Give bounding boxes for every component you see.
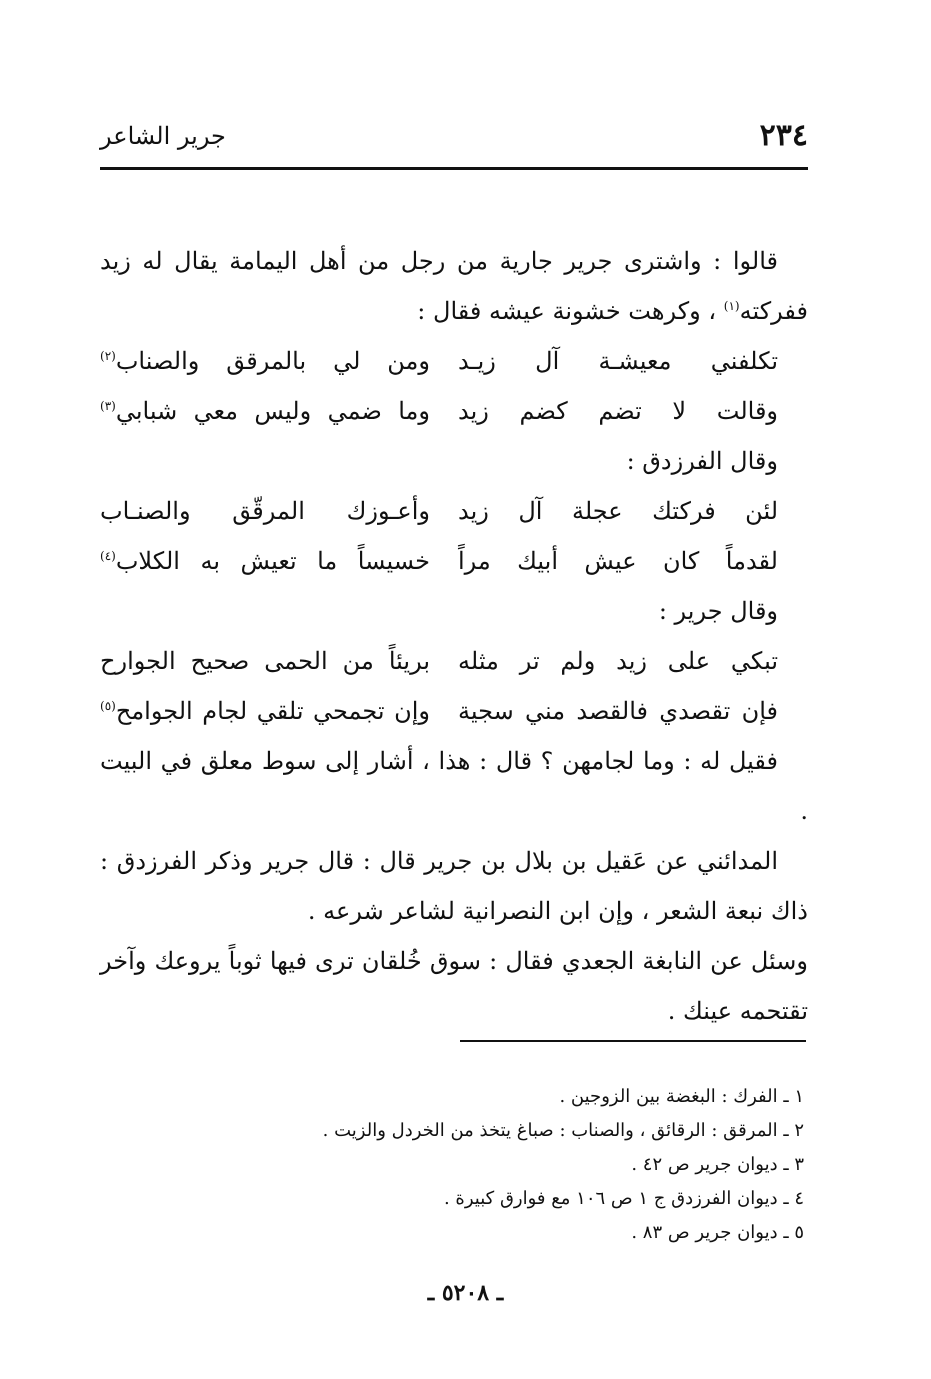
verse (100, 336, 808, 386)
page-number: ٢٣٤ (759, 118, 808, 153)
second-hemistich (100, 386, 430, 436)
second-hemistich-text: بريئاً من الحمى صحيح الجوارح (100, 647, 430, 675)
verse (100, 386, 808, 436)
paragraph-2: فقيل له : وما لجامهن ؟ قال : هذا ، أشار إلى سوط معلق في البيت . (100, 747, 808, 825)
footnote-ref: (٤) (100, 549, 116, 563)
poem-1 (100, 336, 808, 436)
second-hemistich (100, 636, 430, 686)
poem-2 (100, 486, 808, 586)
second-hemistich (100, 536, 430, 586)
verse (100, 536, 808, 586)
footnote-4: ٤ ـ ديوان الفرزدق ج ١ ص ١٠٦ مع فوارق كبيرة . (443, 1188, 804, 1209)
second-hemistich (100, 486, 430, 536)
second-hemistich (100, 686, 430, 736)
first-hemistich: وقالت لا تضم كضم زيد (458, 397, 778, 425)
first-hemistich: تبكي على زيد ولم تر مثله (458, 647, 778, 675)
first-hemistich: فإن تقصدي فالقصد مني سجية (458, 697, 778, 725)
footnote-5: ٥ ـ ديوان جرير ص ٨٣ . (631, 1222, 804, 1243)
first-hemistich: لئن فركتك عجلة آل زيد (458, 497, 778, 525)
verse (100, 686, 808, 736)
footnotes (100, 1080, 808, 1250)
second-hemistich-text: وأعـوزك المرقّق والصنـاب (100, 497, 430, 525)
verse (100, 636, 808, 686)
footnote-2: ٢ ـ المرقق : الرقائق ، والصناب : صباغ يتخذ من الخردل والزيت . (322, 1120, 804, 1141)
paragraph-1-text-end: ، وكرهت خشونة عيشه فقال : (417, 297, 724, 325)
folio-number: ـ ٥٢٠٨ ـ (427, 1280, 504, 1306)
second-hemistich (100, 336, 430, 386)
second-hemistich-text: وما ضمي وليس معي شبابي (115, 397, 430, 425)
paragraph-1-text: قالوا : واشترى جرير جارية من رجل من أهل اليمامة يقال له زيد ففركته (100, 247, 808, 325)
paragraph-3: المدائني عن عَقيل بن بلال بن جرير قال : قال جرير وذكر الفرزدق : ذاك نبعة الشعر ، وإن ابن النصرانية لشاعر شرعه . (100, 847, 808, 925)
running-title: جرير الشاعر (100, 122, 226, 150)
paragraph-1 (100, 236, 808, 336)
footnote-rule (460, 1040, 806, 1042)
footnote-ref: (٥) (100, 699, 116, 713)
footnote-3: ٣ ـ ديوان جرير ص ٤٢ . (631, 1154, 804, 1175)
footnote-ref: (٣) (100, 399, 116, 413)
main-text (100, 236, 808, 1036)
second-hemistich-text: خسيساً ما تعيش به الكلاب (115, 547, 430, 575)
first-hemistich: تكلفني معيشـة آل زيـد (458, 347, 778, 375)
speaker-label-jarir: وقال جرير : (658, 597, 778, 625)
poem-3 (100, 636, 808, 736)
footnote-ref-1: (١) (723, 299, 740, 313)
header-rule (100, 167, 808, 170)
footnote-ref: (٢) (100, 349, 116, 363)
second-hemistich-text: وإن تجمحي تلقي لجام الجوامح (115, 697, 430, 725)
paragraph-4: وسئل عن النابغة الجعدي فقال : سوق خُلقان ترى فيها ثوباً يروعك وآخر تقتحمه عينك . (100, 947, 808, 1025)
verse (100, 486, 808, 536)
first-hemistich: لقدماً كان عيش أبيك مراً (458, 547, 778, 575)
page-header (100, 118, 808, 160)
speaker-label-farazdaq: وقال الفرزدق : (626, 447, 778, 475)
footnote-1: ١ ـ الفرك : البغضة بين الزوجين . (559, 1086, 804, 1107)
second-hemistich-text: ومن لي بالمرقق والصناب (115, 347, 430, 375)
